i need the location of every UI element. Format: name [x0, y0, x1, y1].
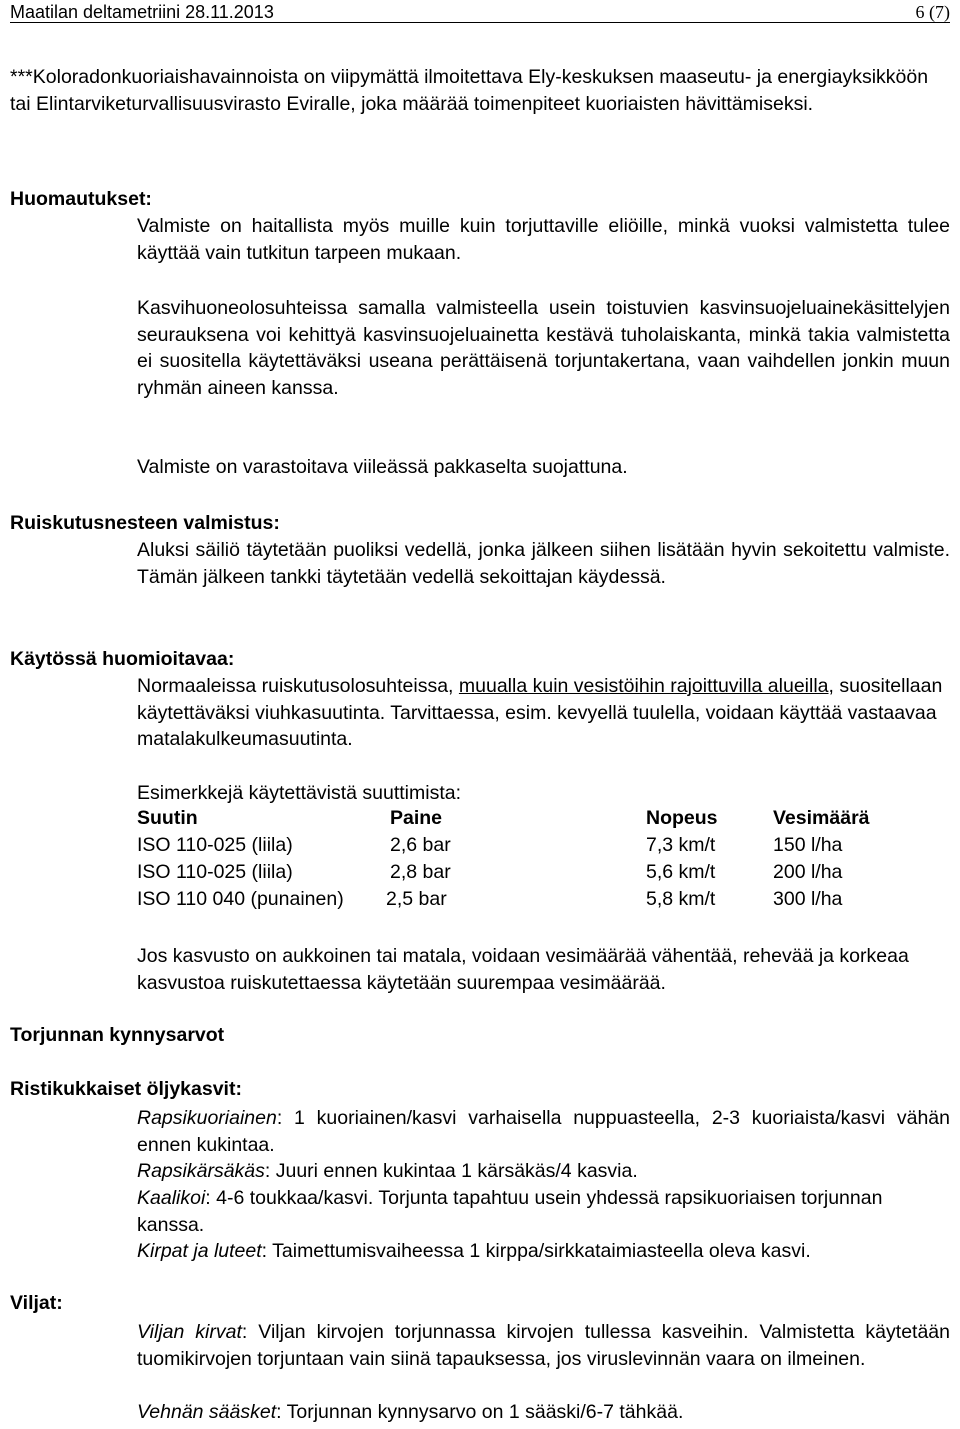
table-cell: 2,6 bar	[390, 834, 451, 856]
remarks-paragraph-1: Valmiste on haitallista myös muille kuin torjuttaville eliöille, minkä vuoksi valmistetta tulee käyttää vain tutkitun tarpeen mukaan.	[137, 215, 950, 264]
usage-text	[137, 673, 950, 753]
table-cell: 5,8 km/t	[646, 888, 716, 910]
cereals-heading: Viljat:	[10, 1292, 63, 1314]
oilseed-item	[137, 1158, 950, 1185]
oilseed-item	[137, 1185, 950, 1238]
document-title: Maatilan deltametriini 28.11.2013	[10, 2, 274, 22]
page-number: 6 (7)	[915, 2, 950, 22]
pest-name: Vehnän sääsket	[137, 1401, 277, 1423]
table-cell: 2,5 bar	[386, 888, 447, 910]
table-cell: ISO 110 040 (punainen)	[137, 888, 344, 910]
pest-threshold: : Viljan kirvojen torjunnassa kirvojen tullessa kasveihin. Valmistetta käytetään tuomikirvojen torjuntaan vain siinä tapauksessa, jos viruslevinnän vaara on ilmeinen.	[137, 1321, 950, 1370]
table-cell: ISO 110-025 (liila)	[137, 834, 293, 856]
pest-threshold: : 1 kuoriainen/kasvi varhaisella nuppuasteella, 2-3 kuoriaista/kasvi vähän ennen kukintaa.	[137, 1107, 950, 1156]
pest-threshold: : 4-6 toukkaa/kasvi. Torjunta tapahtuu usein yhdessä rapsikuoriaisen torjunnan kanssa.	[137, 1187, 883, 1236]
table-cell: ISO 110-025 (liila)	[137, 861, 293, 883]
oilseed-heading: Ristikukkaiset öljykasvit:	[10, 1078, 242, 1100]
thresholds-heading: Torjunnan kynnysarvot	[10, 1024, 225, 1046]
table-cell: 5,6 km/t	[646, 861, 716, 883]
usage-heading: Käytössä huomioitavaa:	[10, 648, 235, 670]
spray-prep-heading: Ruiskutusnesteen valmistus:	[10, 512, 280, 534]
table-cell: 7,3 km/t	[646, 834, 716, 856]
page-header	[10, 0, 950, 23]
water-volume-note: Jos kasvusto on aukkoinen tai matala, voidaan vesimäärää vähentää, rehevää ja korkeaa kasvustoa ruiskutettaessa käytetään suurempaa vesimäärää.	[137, 945, 909, 994]
table-cell: 200 l/ha	[773, 861, 843, 883]
table-row	[137, 861, 950, 888]
spray-prep-text: Aluksi säiliö täytetään puoliksi vedellä, jonka jälkeen siihen lisätään hyvin sekoitettu valmiste. Tämän jälkeen tankki täytetään vedellä sekoittajan käydessä.	[137, 539, 950, 588]
pest-name: Rapsikuoriainen	[137, 1107, 277, 1129]
cereals-item	[137, 1319, 950, 1372]
col-header-water: Vesimäärä	[773, 807, 870, 829]
usage-text-part-a: Normaaleissa ruiskutusolosuhteissa,	[137, 675, 459, 697]
pest-name: Rapsikärsäkäs	[137, 1160, 265, 1182]
pest-threshold: : Juuri ennen kukintaa 1 kärsäkäs/4 kasvia.	[264, 1160, 638, 1182]
cereals-item	[137, 1399, 950, 1426]
table-row	[137, 834, 950, 861]
pest-threshold: : Taimettumisvaiheessa 1 kirppa/sirkkataimiasteella oleva kasvi.	[261, 1240, 811, 1262]
pest-name: Kirpat ja luteet	[137, 1240, 262, 1262]
remarks-paragraph-2: Kasvihuoneolosuhteissa samalla valmisteella usein toistuvien kasvinsuojeluainekäsittelyjen seurauksena voi kehittyä kasvinsuojeluainetta kestävä tuholaiskanta, minkä takia valmistetta ei suositella käytettäväksi useana perättäisenä torjuntakertana, vaan vaihdellen jonkin muun ryhmän aineen kanssa.	[137, 297, 950, 399]
pest-name: Viljan kirvat	[137, 1321, 242, 1343]
usage-text-part-b: , suositellaan käytettäväksi viuhkasuutinta. Tarvittaessa, esim. kevyellä tuulella, voidaan käyttää vastaavaa matalakulkeumasuutinta.	[137, 675, 943, 750]
remarks-heading: Huomautukset:	[10, 188, 152, 210]
col-header-nozzle: Suutin	[137, 807, 198, 829]
usage-underlined-text: muualla kuin vesistöihin rajoittuvilla alueilla	[458, 675, 829, 697]
remarks-paragraph-3: Valmiste on varastoitava viileässä pakkaselta suojattuna.	[137, 456, 628, 478]
table-row	[137, 888, 950, 915]
table-cell: 150 l/ha	[773, 834, 843, 856]
pest-name: Kaalikoi	[137, 1187, 206, 1209]
pest-threshold: : Torjunnan kynnysarvo on 1 sääski/6-7 tähkää.	[276, 1401, 684, 1423]
table-cell: 2,8 bar	[390, 861, 451, 883]
intro-notice: ***Koloradonkuoriaishavainnoista on viipymättä ilmoitettava Ely-keskuksen maaseutu- ja energiayksikköön tai Elintarviketurvallisuusvirasto Eviralle, joka määrää toimenpiteet kuoriaisten hävittämiseksi.	[10, 66, 929, 115]
table-cell: 300 l/ha	[773, 888, 843, 910]
oilseed-item	[137, 1238, 950, 1265]
nozzle-examples-title: Esimerkkejä käytettävistä suuttimista:	[137, 782, 462, 804]
col-header-speed: Nopeus	[646, 807, 718, 829]
col-header-pressure: Paine	[390, 807, 443, 829]
oilseed-item	[137, 1105, 950, 1158]
nozzle-table-header	[137, 807, 950, 834]
